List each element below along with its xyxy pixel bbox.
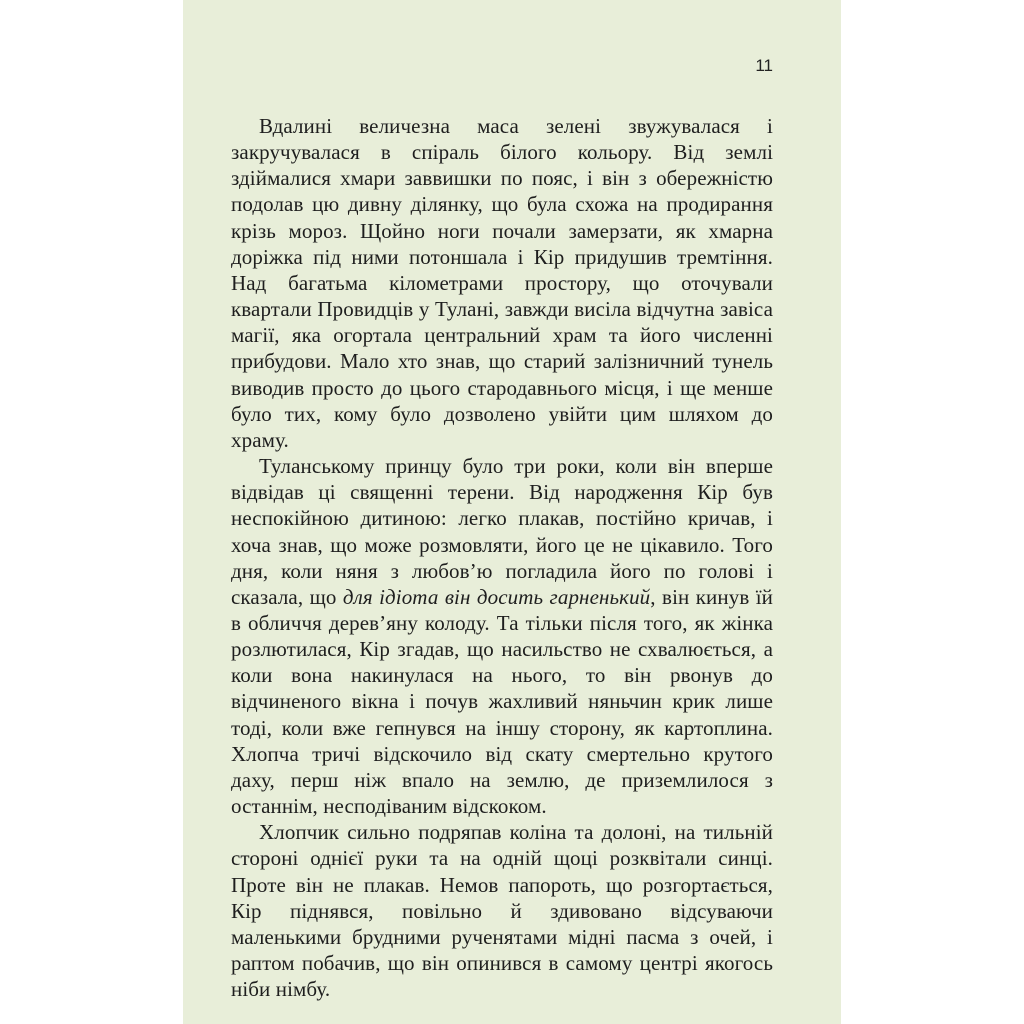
paragraph-2-italic-phrase: для ідіота він досить гарненький: [342, 584, 651, 609]
paragraph-1-text: Вдалині величезна маса зелені звужувалася і закручувалася в спіраль білого кольору. Від землі здіймалися хмари заввишки по пояс, і він з обережністю подолав цю дивну ділянку, що була схожа на продирання крізь мороз. Щойно ноги почали замерзати, як хмарна доріжка під ними потоншала і Кір придушив тремтіння. Над багатьма кілометрами простору, що оточували квартали Провидців у Тулані, завжди висіла відчутна завіса магії, яка огортала центральний храм та його численні прибудови. Мало хто знав, що старий залізничний тунель виводив просто до цього стародавнього місця, і ще менше було тих, кому було дозволено увійти цим шляхом до храму.: [231, 114, 773, 452]
page-number: 11: [755, 56, 773, 75]
book-page: [183, 0, 841, 1024]
paragraph-2: [231, 453, 773, 819]
paragraph-1: [231, 113, 773, 453]
paragraph-3-text: Хлопчик сильно подряпав коліна та долоні, на тильній стороні однієї руки та на одній щоці розквітали синці. Проте він не плакав. Немов папороть, що розгортається, Кір піднявся, повільно й здивовано відсуваючи маленькими брудними рученятами мідні пасма з очей, і раптом побачив, що він опинився в самому центрі якогось ніби німбу.: [231, 820, 773, 1002]
paragraph-3: [231, 819, 773, 1002]
body-text: [231, 113, 773, 1002]
paragraph-2-text-before: Туланському принцу було три роки, коли він вперше відвідав ці священні терени. Від народження Кір був неспокійною дитиною: легко плакав, постійно кричав, і хоча знав, що може розмовляти, його це не цікавило. Того дня, коли няня з любов’ю погладила його по голові і сказала, що: [231, 454, 773, 609]
paragraph-2-text-after: , він кинув їй в обличчя дерев’яну колоду. Та тільки після того, як жінка розлютилася, Кір згадав, що насильство не схвалюється, а коли вона накинулася на нього, то він рвонув до відчиненого вікна і почув жахливий няньчин крик лише тоді, коли вже гепнувся на іншу сторону, як картоплина. Хлопча тричі відскочило від скату смертельно крутого даху, перш ніж впало на землю, де приземлилося з останнім, несподіваним відскоком.: [231, 584, 774, 819]
